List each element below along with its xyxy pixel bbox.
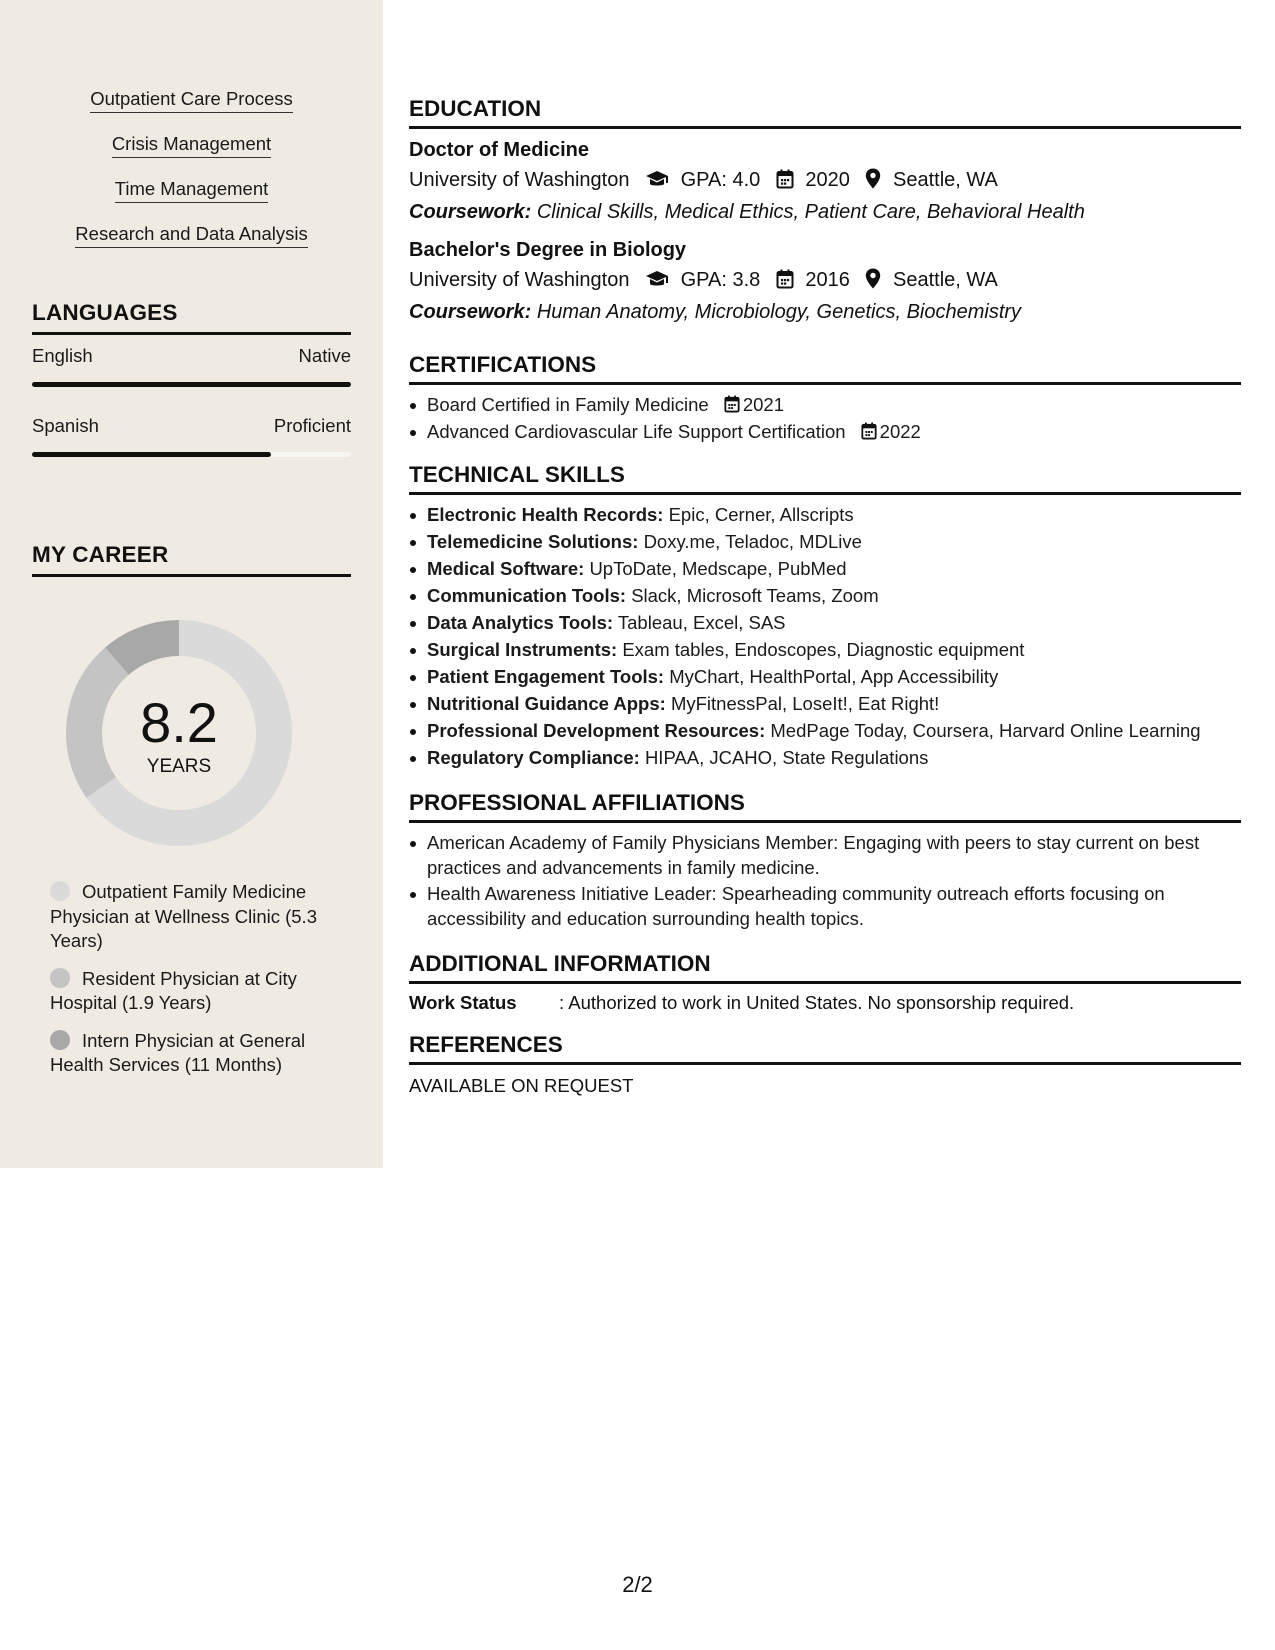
affiliation-item: American Academy of Family Physicians Member: Engaging with peers to stay current on best practices and advancements in family medicine. bbox=[409, 831, 1241, 880]
degree-year: 2020 bbox=[805, 169, 850, 191]
language-bar-track bbox=[32, 452, 351, 457]
career-item-label: Intern Physician at General Health Services (11 Months) bbox=[50, 1029, 306, 1075]
career-heading: MY CAREER bbox=[32, 542, 351, 577]
skill-label: Electronic Health Records: bbox=[427, 504, 664, 525]
career-item-label: Resident Physician at City Hospital (1.9 Years) bbox=[50, 967, 297, 1013]
skill-label: Nutritional Guidance Apps: bbox=[427, 693, 666, 714]
language-level: Native bbox=[298, 345, 351, 366]
coursework-text: Human Anatomy, Microbiology, Genetics, Biochemistry bbox=[536, 301, 1022, 323]
degree-meta bbox=[409, 168, 1241, 195]
skill-value: MyChart, HealthPortal, App Accessibility bbox=[669, 666, 999, 687]
calendar-icon bbox=[724, 395, 740, 413]
legend-dot bbox=[50, 1030, 70, 1050]
technical-skill-item bbox=[409, 557, 1241, 582]
skill-label: Telemedicine Solutions: bbox=[427, 531, 639, 552]
skill-item: Crisis Management bbox=[112, 133, 271, 158]
affiliations-heading: PROFESSIONAL AFFILIATIONS bbox=[409, 790, 1241, 823]
language-bar-fill bbox=[32, 452, 271, 457]
career-total-unit: YEARS bbox=[146, 756, 212, 777]
affiliations-section bbox=[409, 790, 1241, 931]
language-row bbox=[32, 405, 351, 475]
skill-value: MyFitnessPal, LoseIt!, Eat Right! bbox=[670, 693, 940, 714]
career-section bbox=[32, 542, 351, 577]
legend-dot bbox=[50, 881, 70, 901]
technical-skills-list bbox=[409, 503, 1241, 771]
language-bar-fill bbox=[32, 382, 351, 387]
coursework-label: Coursework: bbox=[409, 301, 532, 323]
language-row bbox=[32, 335, 351, 405]
skill-item: Outpatient Care Process bbox=[90, 88, 293, 113]
degree-location: Seattle, WA bbox=[893, 169, 998, 191]
references-text: AVAILABLE ON REQUEST bbox=[409, 1075, 634, 1096]
affiliations-list bbox=[409, 831, 1241, 931]
career-legend-item bbox=[50, 967, 340, 1016]
degree-gpa: GPA: 3.8 bbox=[680, 269, 761, 291]
technical-skill-item bbox=[409, 638, 1241, 663]
career-legend-item bbox=[50, 1029, 340, 1078]
career-item-label: Outpatient Family Medicine Physician at Wellness Clinic (5.3 Years) bbox=[50, 881, 317, 951]
language-level: Proficient bbox=[273, 415, 351, 436]
skill-value: Doxy.me, Teladoc, MDLive bbox=[643, 531, 862, 552]
affiliation-item: Health Awareness Initiative Leader: Spearheading community outreach efforts focusing on accessibility and education surrounding health topics. bbox=[409, 882, 1241, 931]
coursework-text: Clinical Skills, Medical Ethics, Patient Care, Behavioral Health bbox=[536, 201, 1085, 223]
language-name: English bbox=[32, 345, 93, 366]
skill-label: Medical Software: bbox=[427, 558, 585, 579]
education-heading: EDUCATION bbox=[409, 96, 1241, 129]
degree-gpa: GPA: 4.0 bbox=[680, 169, 761, 191]
map-pin-icon bbox=[865, 168, 881, 195]
skill-value: Exam tables, Endoscopes, Diagnostic equipment bbox=[622, 639, 1025, 660]
legend-dot bbox=[50, 968, 70, 988]
skill-label: Data Analytics Tools: bbox=[427, 612, 614, 633]
certification-name: Board Certified in Family Medicine bbox=[427, 394, 709, 415]
education-section bbox=[409, 96, 1241, 324]
graduation-cap-icon bbox=[645, 269, 669, 295]
sidebar bbox=[0, 0, 383, 1168]
degree-year: 2016 bbox=[805, 269, 850, 291]
skill-value: Tableau, Excel, SAS bbox=[617, 612, 786, 633]
degree-title: Doctor of Medicine bbox=[409, 139, 590, 161]
calendar-icon bbox=[776, 269, 794, 295]
technical-skill-item bbox=[409, 692, 1241, 717]
language-bar-track bbox=[32, 382, 351, 387]
skills-list bbox=[0, 88, 383, 268]
work-status-value: : Authorized to work in United States. No sponsorship required. bbox=[559, 992, 1075, 1013]
skill-value: Slack, Microsoft Teams, Zoom bbox=[631, 585, 879, 606]
career-donut-chart bbox=[66, 620, 292, 846]
degree-coursework bbox=[409, 201, 1241, 224]
technical-skill-item bbox=[409, 746, 1241, 771]
skill-label: Patient Engagement Tools: bbox=[427, 666, 665, 687]
career-legend-item bbox=[50, 880, 340, 954]
degree-location: Seattle, WA bbox=[893, 269, 998, 291]
degree-school: University of Washington bbox=[409, 269, 630, 291]
certifications-section bbox=[409, 352, 1241, 444]
certifications-list bbox=[409, 393, 1241, 444]
certification-item bbox=[409, 420, 1241, 445]
technical-skill-item bbox=[409, 584, 1241, 609]
degree-school: University of Washington bbox=[409, 169, 630, 191]
certification-name: Advanced Cardiovascular Life Support Certification bbox=[427, 420, 846, 442]
references-heading: REFERENCES bbox=[409, 1032, 1241, 1065]
degree-title: Bachelor's Degree in Biology bbox=[409, 239, 687, 261]
additional-info-heading: ADDITIONAL INFORMATION bbox=[409, 951, 1241, 984]
skill-value: HIPAA, JCAHO, State Regulations bbox=[644, 747, 929, 768]
degree-entry bbox=[409, 139, 1241, 224]
technical-skills-heading: TECHNICAL SKILLS bbox=[409, 462, 1241, 495]
certification-year: 2022 bbox=[879, 420, 921, 442]
languages-heading: LANGUAGES bbox=[32, 300, 351, 335]
calendar-icon bbox=[861, 422, 877, 440]
degree-meta bbox=[409, 268, 1241, 295]
technical-skill-item bbox=[409, 611, 1241, 636]
skill-value: MedPage Today, Coursera, Harvard Online Learning bbox=[770, 720, 1201, 741]
degree-entry bbox=[409, 239, 1241, 324]
skill-value: Epic, Cerner, Allscripts bbox=[668, 504, 854, 525]
map-pin-icon bbox=[865, 268, 881, 295]
technical-skills-section bbox=[409, 462, 1241, 771]
career-legend bbox=[50, 880, 340, 1091]
technical-skill-item bbox=[409, 665, 1241, 690]
languages-section bbox=[32, 300, 351, 475]
work-status-label: Work Status bbox=[409, 992, 517, 1013]
career-total-value: 8.2 bbox=[140, 691, 218, 754]
certification-year: 2021 bbox=[742, 394, 785, 415]
skill-label: Professional Development Resources: bbox=[427, 720, 766, 741]
additional-info-section bbox=[409, 951, 1241, 1014]
graduation-cap-icon bbox=[645, 169, 669, 195]
certification-item bbox=[409, 393, 1241, 418]
references-section bbox=[409, 1032, 1241, 1097]
page-number: 2/2 bbox=[622, 1572, 653, 1597]
language-name: Spanish bbox=[32, 415, 99, 436]
skill-label: Regulatory Compliance: bbox=[427, 747, 640, 768]
skill-value: UpToDate, Medscape, PubMed bbox=[589, 558, 847, 579]
technical-skill-item bbox=[409, 503, 1241, 528]
coursework-label: Coursework: bbox=[409, 201, 532, 223]
technical-skill-item bbox=[409, 530, 1241, 555]
certifications-heading: CERTIFICATIONS bbox=[409, 352, 1241, 385]
degree-coursework bbox=[409, 301, 1241, 324]
skill-item: Time Management bbox=[115, 178, 269, 203]
calendar-icon bbox=[776, 169, 794, 195]
skill-label: Surgical Instruments: bbox=[427, 639, 618, 660]
skill-item: Research and Data Analysis bbox=[75, 223, 307, 248]
technical-skill-item bbox=[409, 719, 1241, 744]
work-status-row bbox=[409, 992, 1241, 1014]
skill-label: Communication Tools: bbox=[427, 585, 627, 606]
